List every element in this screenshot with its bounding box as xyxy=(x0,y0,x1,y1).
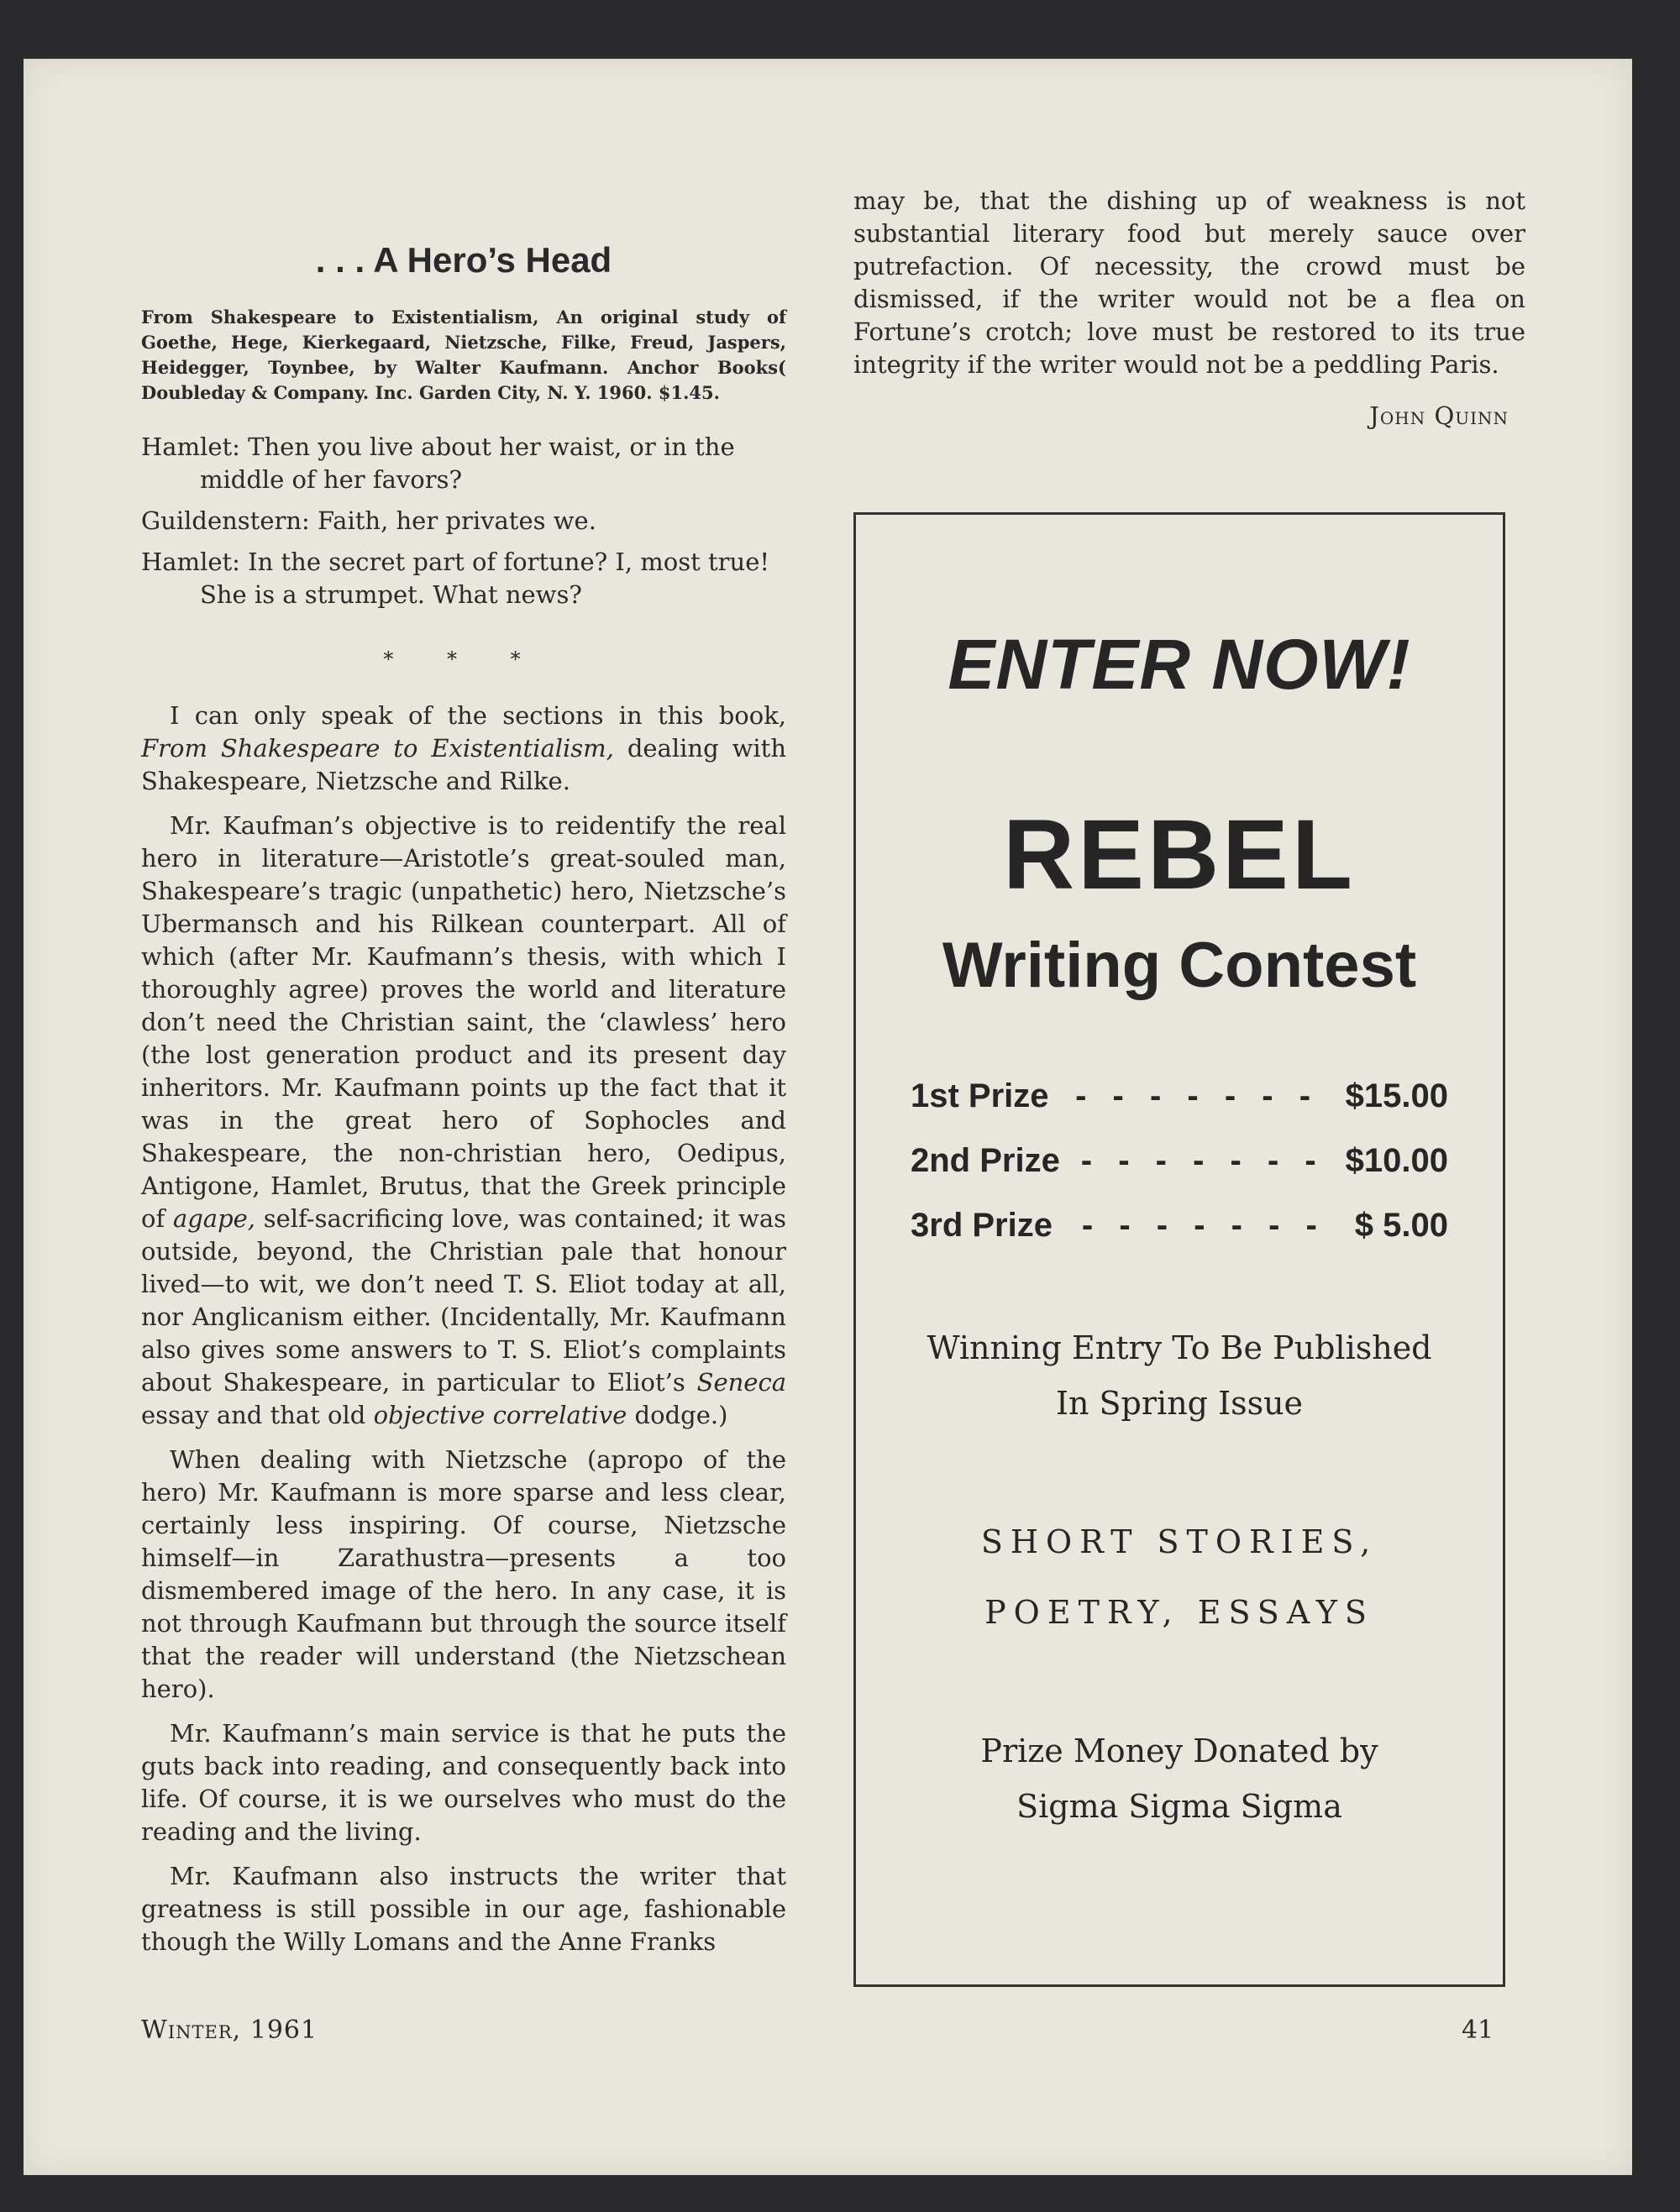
book-info xyxy=(141,305,786,406)
paragraph: When dealing with Nietzsche (apropo of the hero) Mr. Kaufmann is more sparse and less clear, certainly less inspiring. Of course, Nietzsche himself—in Zarathustra—presents a too dismembered image of the hero. In any case, it is not through Kaufmann but through the source itself that the reader will understand (the Nietzschean hero). xyxy=(141,1445,786,1703)
prize-place: 1st Prize xyxy=(911,1077,1049,1114)
prize-place: 2nd Prize xyxy=(911,1142,1060,1179)
prize-amount: $10.00 xyxy=(1345,1142,1448,1179)
ad-rebel-title: REBEL xyxy=(1003,799,1356,910)
right-column xyxy=(853,185,1525,432)
dialogue-line: Hamlet: In the secret part of fortune? I, most true! She is a strumpet. What news? xyxy=(141,548,770,609)
prize-leader: - - - - - - - xyxy=(1081,1207,1326,1244)
author-signature: John Quinn xyxy=(1369,401,1509,430)
prize-row xyxy=(911,1207,1448,1245)
contest-advertisement xyxy=(853,512,1505,1987)
prize-amount: $ 5.00 xyxy=(1354,1207,1448,1244)
prize-row xyxy=(911,1077,1448,1115)
prize-place: 3rd Prize xyxy=(911,1207,1053,1244)
article-body xyxy=(141,700,786,1958)
left-column xyxy=(141,181,786,1970)
ad-headline: ENTER NOW! xyxy=(948,625,1411,704)
book-title: From Shakespeare to Existentialism, xyxy=(141,307,539,328)
paragraph: Mr. Kaufman’s objective is to reidentify the real hero in literature—Aristotle’s great-souled man, Shakespeare’s tragic (unpathetic) hero, Nietzsche’s Ubermansch and his Rilkean counterpart. All of which (after Mr. Kaufmann’s thesis, with which I thoroughly agree) proves the world and literature don’t need the Christian saint, the ‘clawless’ hero (the lost generation product and its present day inheritors. Mr. Kaufmann points up the fact that it was in the great hero of Sophocles and Shakespeare, the non-christian hero, Oedipus, Antigone, Hamlet, Brutus, that the Greek principle of agape, self-sacrificing love, was contained; it was outside, beyond, the Christian pale that honour lived—to wit, we don’t need T. S. Eliot today at all, nor Anglicanism either. (Incidentally, Mr. Kaufmann also gives some answers to T. S. Eliot’s complaints about Shakespeare, in particular to Eliot’s Seneca essay and that old objective correlative dodge.) xyxy=(141,811,787,1429)
hamlet-dialogue xyxy=(141,431,786,611)
genres: SHORT STORIES, POETRY, ESSAYS xyxy=(980,1523,1378,1631)
paragraph-continued: may be, that the dishing up of weakness is not substantial literary food but merely sauce over putrefaction. Of necessity, the crowd must be dismissed, if the writer would not be a flea on Fortune’s crotch; love must be restored to its true integrity if the writer would not be a peddling Paris. xyxy=(853,186,1525,379)
paragraph: Mr. Kaufmann’s main service is that he puts the guts back into reading, and consequently back into life. Of course, it is we ourselves who must do the reading and the living. xyxy=(141,1719,786,1846)
page-number: 41 xyxy=(1462,2015,1494,2045)
winning-entry-note: Winning Entry To Be Published In Spring Issue xyxy=(927,1329,1432,1422)
section-separator: * * * xyxy=(383,647,544,671)
prize-amount: $15.00 xyxy=(1345,1077,1448,1114)
article-title: . . . A Hero’s Head xyxy=(315,240,612,280)
prize-list xyxy=(911,1077,1448,1245)
prize-row xyxy=(911,1142,1448,1180)
prize-leader: - - - - - - - xyxy=(1075,1077,1320,1114)
ad-contest-title: Writing Contest xyxy=(942,930,1417,1001)
paragraph: Mr. Kaufmann also instructs the writer that greatness is still possible in our age, fashionable though the Willy Lomans and the Anne Franks xyxy=(141,1862,786,1956)
prize-leader: - - - - - - - xyxy=(1080,1142,1325,1179)
dialogue-line: Hamlet: Then you live about her waist, or in the middle of her favors? xyxy=(141,432,735,494)
issue-label: Winter, 1961 xyxy=(141,2015,318,2045)
paragraph: I can only speak of the sections in this book, From Shakespeare to Existentialism, dealing with Shakespeare, Nietzsche and Rilke. xyxy=(141,701,786,795)
donation-note: Prize Money Donated by Sigma Sigma Sigma xyxy=(980,1732,1378,1825)
dialogue-line: Guildenstern: Faith, her privates we. xyxy=(141,506,596,535)
book-details: An original study of Goethe, Hege, Kierkegaard, Nietzsche, Filke, Freud, Jaspers, Heidegger, Toynbee, by Walter Kaufmann. Anchor Books( Doubleday & Company. Inc. Garden City, N. Y. 1960. $1.45. xyxy=(141,307,787,403)
magazine-page xyxy=(24,59,1632,2175)
